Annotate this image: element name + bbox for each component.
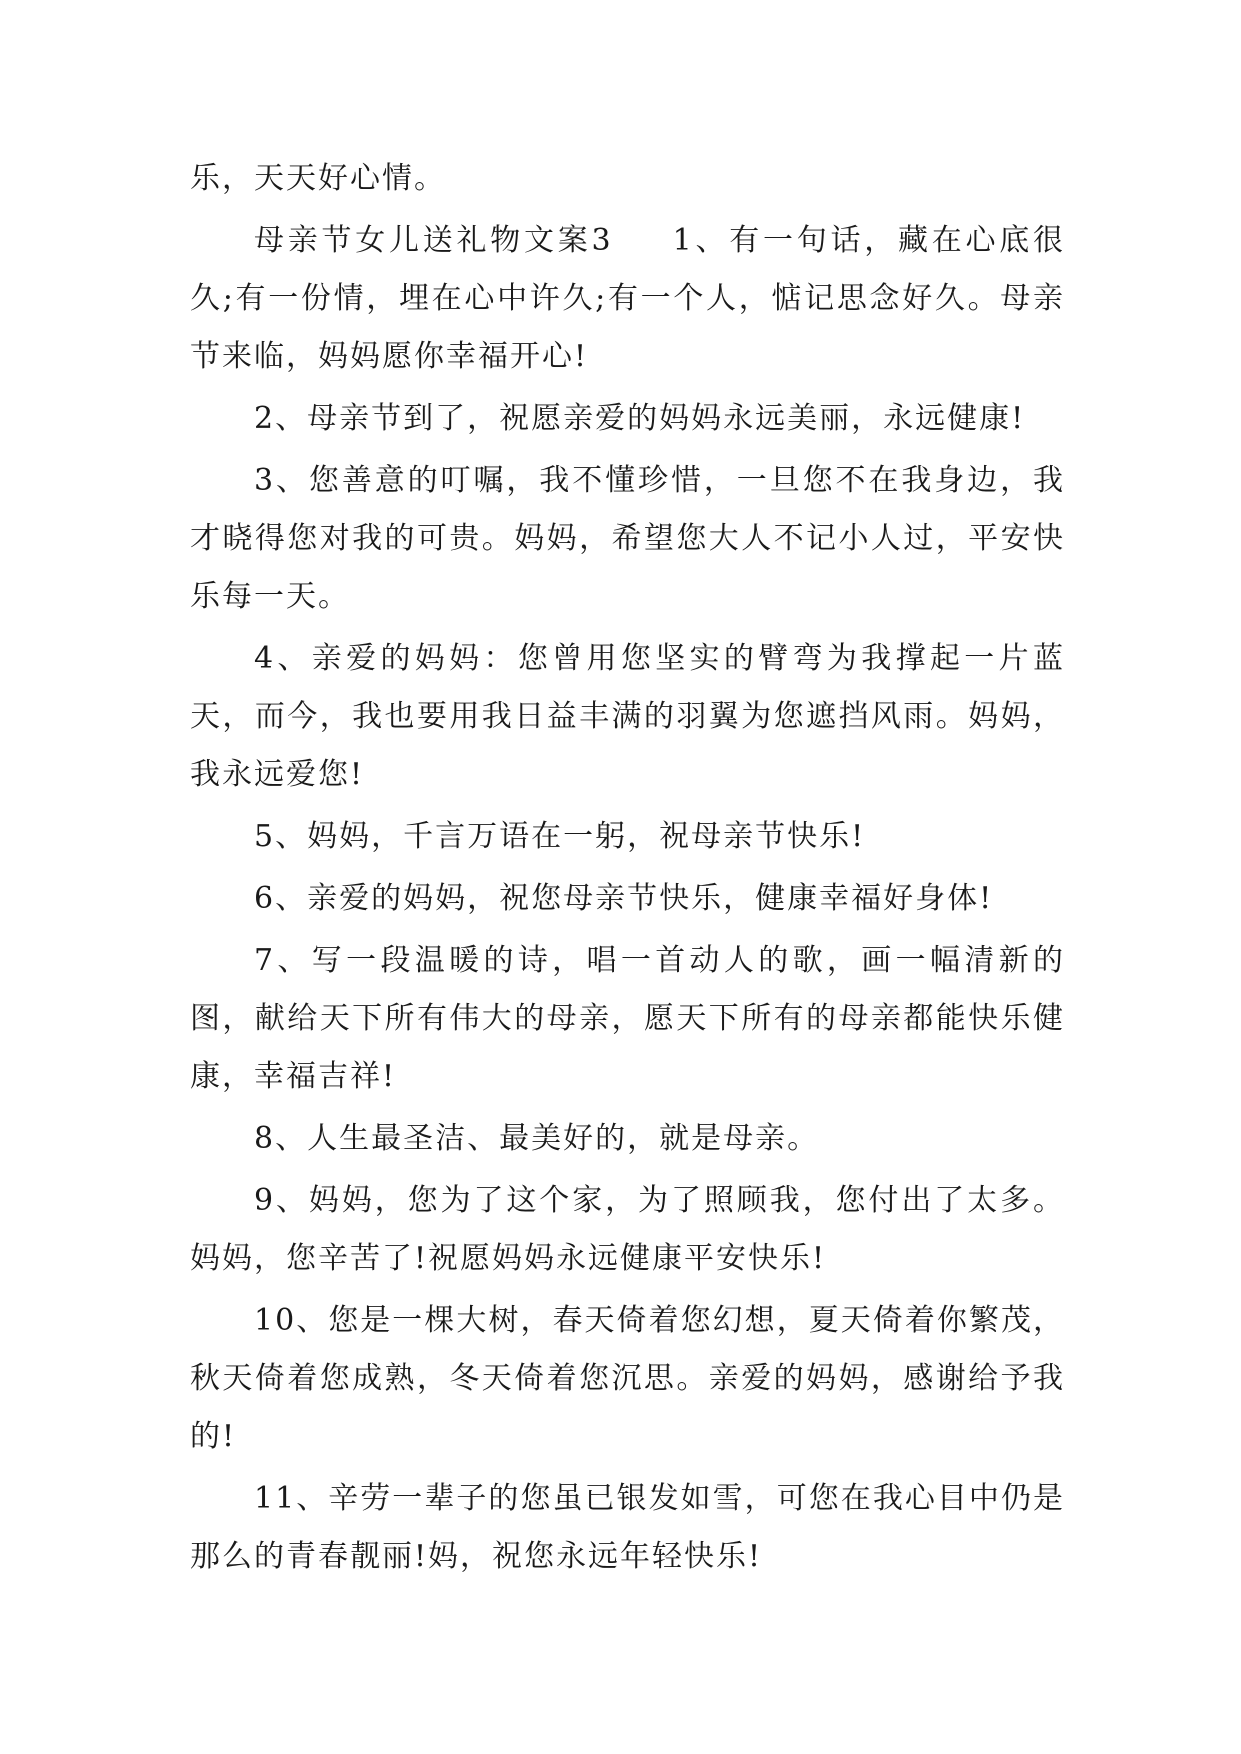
section-heading: 母亲节女儿送礼物文案3 (254, 223, 613, 258)
paragraph-item-11: 11、辛劳一辈子的您虽已银发如雪，可您在我心目中仍是那么的青春靓丽!妈，祝您永远年轻快乐! (190, 1481, 1065, 1574)
paragraph-continuation: 乐，天天好心情。 (190, 161, 446, 196)
paragraph-section-3 (190, 212, 1065, 386)
paragraph-item-6: 6、亲爱的妈妈，祝您母亲节快乐，健康幸福好身体! (254, 881, 994, 916)
paragraph-item-10: 10、您是一棵大树，春天倚着您幻想，夏天倚着你繁茂，秋天倚着您成熟，冬天倚着您沉思。亲爱的妈妈，感谢给予我的! (190, 1303, 1065, 1454)
paragraph-item-8: 8、人生最圣洁、最美好的，就是母亲。 (254, 1121, 820, 1156)
paragraph-item-9: 9、妈妈，您为了这个家，为了照顾我，您付出了太多。妈妈，您辛苦了!祝愿妈妈永远健康平安快乐! (190, 1183, 1065, 1276)
document-body (190, 150, 1065, 1590)
paragraph-text: 1、有一句话，藏在心底很久;有一份情，埋在心中许久;有一个人，惦记思念好久。母亲节来临，妈妈愿你幸福开心! (190, 223, 1065, 374)
paragraph-item-7: 7、写一段温暖的诗，唱一首动人的歌，画一幅清新的图，献给天下所有伟大的母亲，愿天下所有的母亲都能快乐健康，幸福吉祥! (190, 943, 1065, 1094)
paragraph-item-4: 4、亲爱的妈妈：您曾用您坚实的臂弯为我撑起一片蓝天，而今，我也要用我日益丰满的羽翼为您遮挡风雨。妈妈，我永远爱您! (190, 641, 1065, 792)
paragraph-item-5: 5、妈妈，千言万语在一躬，祝母亲节快乐! (254, 819, 866, 854)
paragraph-item-3: 3、您善意的叮嘱，我不懂珍惜，一旦您不在我身边，我才晓得您对我的可贵。妈妈，希望您大人不记小人过，平安快乐每一天。 (190, 463, 1065, 614)
paragraph-item-2: 2、母亲节到了，祝愿亲爱的妈妈永远美丽，永远健康! (254, 401, 1026, 436)
